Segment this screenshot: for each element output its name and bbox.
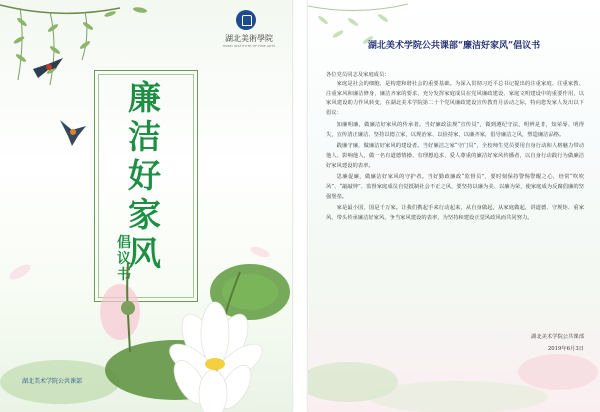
subtitle-char: 议 [117,251,131,267]
swallow-bird-icon [28,54,68,84]
letter-title: 湖北美术学院公共课部“廉洁好家风”倡议书 [367,41,541,51]
paragraph: 知廉明廉，做廉洁好家风的传承者。当好廉政法规“宣传员”，做到遵纪守法，明辨是非，知荣辱、明得失，宣传清正廉洁、坚持以德立家，以规治家、以俭持家，以廉齐家，倡导廉洁之风，塑造廉洁品格。 [326,121,584,138]
school-emblem-icon [236,10,256,30]
cover-footer: 湖北美术学院公共课部 [22,378,83,385]
paragraph: 践廉守廉，做廉洁好家风的建设者。当好廉洁之家“守门员”，全校师生党员要用自身行动和人格魅力带动他人、影响他人，做一名有道德情操、有理想追求，爱人尊重的廉洁好家风传播者，以自身行动践行为做廉洁好家风建设的表率。 [326,143,584,169]
paragraph: 家是最小国，国是千万家。让我们携起手来行动起来，从自身做起，从家庭做起，讲道德、守规矩、重家风，带头传承廉洁好家风，争当家风建设的表率，为坚持和建设正觉风政风而共同努力。 [326,205,584,222]
salutation: 各位党员同志及家庭成员： [326,72,390,78]
title-char: 廉 [128,78,162,117]
title-char: 好 [128,156,162,195]
lotus-watermark-decoration [308,312,600,412]
letter-page [308,0,600,412]
subtitle-char: 书 [117,267,131,283]
paragraph: 家庭是社会的细胞，是构建和谐社会的重要基础。为深入贯彻习近平总书记提出的注重家庭、注重家教、注重家风和廉洁修身、廉洁齐家的要求，充分发挥家庭成员在党风廉政建设、家庭文明建设中的重要作用，以家风建设助力作风转变，在湖北美术学院第二十个党风廉政建设宣传教育月活动之际，特向您发家人发出以下倡议： [326,81,584,117]
letter-body [326,80,584,226]
cover-page [0,0,292,412]
school-logo [210,8,288,48]
title-char: 家 [128,195,162,234]
logo-english-text: HUBEI INSTITUTE OF FINE ARTS [222,44,276,48]
title-char: 洁 [128,117,162,156]
date: 2019年6月3日 [547,346,584,352]
swallow-bird-icon [56,116,90,150]
subtitle-char: 倡 [117,235,131,251]
paragraph: 思廉促廉，做廉洁好家风的守护者。当好勤政廉政“监督员”，要时刻保持警惕警醒之心，经常“吹吹风”、“敲敲钟”、监督家庭成员自觉抵制社会不正之风，要坚持以廉为美、以廉为荣，使家庭成为反腐倡廉的坚强堡垒。 [326,174,584,200]
lotus-illustration [0,232,292,412]
logo-text: 湖北美術學院 [225,34,273,43]
title-char: 风 [128,234,162,273]
signature: 湖北美术学院公共课部 [531,334,584,340]
willow-branches-decoration [308,0,418,70]
